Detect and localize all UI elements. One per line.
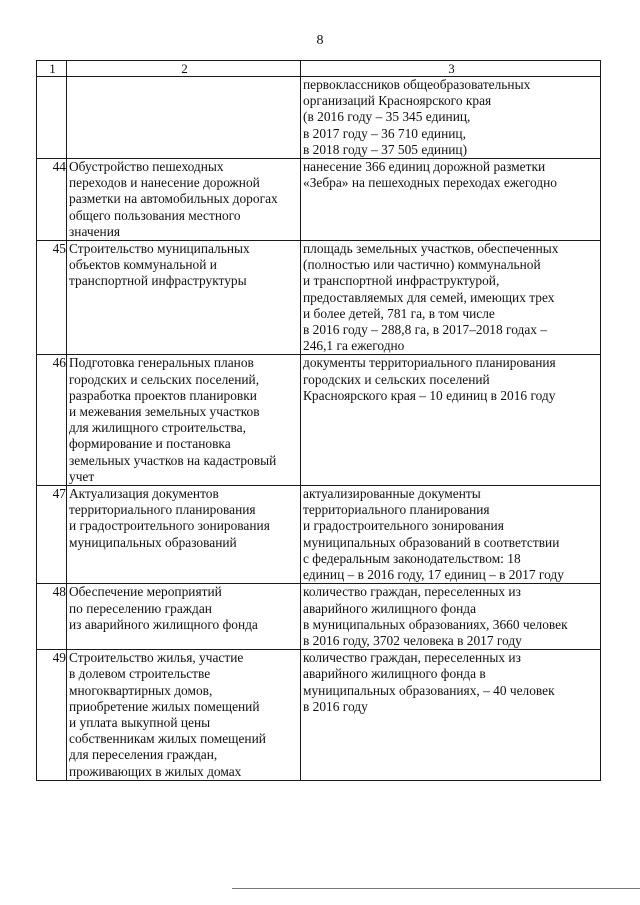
measure-line: Подготовка генеральных планов bbox=[69, 355, 254, 371]
indicator-line: территориального планирования bbox=[303, 502, 490, 518]
measure-line: разработка проектов планировки bbox=[69, 387, 257, 403]
measure-line: формирование и постановка bbox=[69, 436, 231, 452]
indicator-line: в муниципальных образованиях, 3660 человек bbox=[303, 616, 568, 632]
measure-line: из аварийного жилищного фонда bbox=[69, 616, 258, 632]
indicator-line: актуализированные документы bbox=[303, 486, 481, 502]
table-row bbox=[37, 241, 601, 355]
indicator-cell bbox=[301, 159, 601, 241]
row-number: 49 bbox=[37, 650, 67, 781]
measure-cell bbox=[67, 241, 301, 355]
indicator-line: городских и сельских поселений bbox=[303, 371, 490, 387]
indicator-line: и градостроительного зонирования bbox=[303, 518, 504, 534]
indicator-line: 246,1 га ежегодно bbox=[303, 338, 405, 354]
column-header-1: 1 bbox=[37, 61, 67, 77]
indicator-line: «Зебра» на пешеходных переходах ежегодно bbox=[303, 175, 557, 191]
column-header-3: 3 bbox=[301, 61, 601, 77]
table-body bbox=[37, 77, 601, 781]
row-number: 48 bbox=[37, 584, 67, 650]
table-row bbox=[37, 159, 601, 241]
measure-line: переходов и нанесение дорожной bbox=[69, 175, 260, 191]
indicator-line: предоставляемых для семей, имеющих трех bbox=[303, 289, 555, 305]
indicator-line: количество граждан, переселенных из bbox=[303, 584, 521, 600]
indicator-line: организаций Красноярского края bbox=[303, 93, 492, 109]
measure-line: муниципальных образований bbox=[69, 534, 237, 550]
measure-line: приобретение жилых помещений bbox=[69, 698, 260, 714]
measure-cell bbox=[67, 650, 301, 781]
measure-cell bbox=[67, 584, 301, 650]
table-row bbox=[37, 486, 601, 584]
row-number: 45 bbox=[37, 241, 67, 355]
indicator-line: документы территориального планирования bbox=[303, 355, 556, 371]
indicator-line: аварийного жилищного фонда в bbox=[303, 666, 486, 682]
measure-line: в долевом строительстве bbox=[69, 666, 211, 682]
indicator-line: (в 2016 году – 35 345 единиц, bbox=[303, 109, 471, 125]
measure-line: Актуализация документов bbox=[69, 486, 219, 502]
measure-line: и уплата выкупной цены bbox=[69, 714, 211, 730]
row-number bbox=[37, 77, 67, 159]
row-number: 46 bbox=[37, 355, 67, 486]
row-number: 44 bbox=[37, 159, 67, 241]
measure-line: и межевания земельных участков bbox=[69, 404, 260, 420]
indicator-line: в 2017 году – 36 710 единиц, bbox=[303, 125, 466, 141]
table-row bbox=[37, 584, 601, 650]
measure-line: значения bbox=[69, 223, 121, 239]
measure-line: Строительство жилья, участие bbox=[69, 650, 244, 666]
measure-line: Обеспечение мероприятий bbox=[69, 584, 222, 600]
measure-line: Обустройство пешеходных bbox=[69, 159, 224, 175]
row-number: 47 bbox=[37, 486, 67, 584]
table-header-row bbox=[37, 61, 601, 77]
measure-line: территориального планирования bbox=[69, 502, 256, 518]
indicator-cell bbox=[301, 486, 601, 584]
indicator-line: в 2016 году, 3702 человека в 2017 году bbox=[303, 632, 522, 648]
indicator-line: (полностью или частично) коммунальной bbox=[303, 257, 541, 273]
indicator-line: нанесение 366 единиц дорожной разметки bbox=[303, 159, 546, 175]
measure-line: земельных участков на кадастровый bbox=[69, 452, 277, 468]
measure-line: проживающих в жилых домах bbox=[69, 763, 242, 779]
table-row bbox=[37, 355, 601, 486]
indicator-line: площадь земельных участков, обеспеченных bbox=[303, 241, 559, 257]
measure-line: для переселения граждан, bbox=[69, 747, 218, 763]
column-header-2: 2 bbox=[67, 61, 301, 77]
indicator-cell bbox=[301, 584, 601, 650]
indicator-line: Красноярского края – 10 единиц в 2016 году bbox=[303, 387, 556, 403]
indicator-cell bbox=[301, 77, 601, 159]
measure-line: общего пользования местного bbox=[69, 207, 241, 223]
measure-line: по переселению граждан bbox=[69, 600, 212, 616]
indicator-line: единиц – в 2016 году, 17 единиц – в 2017 году bbox=[303, 567, 564, 583]
measure-line: и градостроительного зонирования bbox=[69, 518, 270, 534]
indicator-line: с федеральным законодательством: 18 bbox=[303, 550, 521, 566]
measure-cell bbox=[67, 77, 301, 159]
page-number: 8 bbox=[316, 33, 324, 48]
indicator-line: в 2016 году bbox=[303, 698, 368, 714]
measure-cell bbox=[67, 355, 301, 486]
indicator-cell bbox=[301, 650, 601, 781]
indicator-line: количество граждан, переселенных из bbox=[303, 650, 521, 666]
measures-table bbox=[36, 60, 601, 781]
measure-line: многоквартирных домов, bbox=[69, 682, 213, 698]
measure-line: транспортной инфраструктуры bbox=[69, 273, 247, 289]
indicator-cell bbox=[301, 355, 601, 486]
measure-cell bbox=[67, 486, 301, 584]
indicator-line: муниципальных образований в соответствии bbox=[303, 534, 560, 550]
measure-line: разметки на автомобильных дорогах bbox=[69, 191, 278, 207]
measure-line: для жилищного строительства, bbox=[69, 420, 246, 436]
indicator-line: в 2016 году – 288,8 га, в 2017–2018 годах – bbox=[303, 322, 548, 338]
indicator-line: муниципальных образованиях, – 40 человек bbox=[303, 682, 555, 698]
indicator-cell bbox=[301, 241, 601, 355]
indicator-line: и транспортной инфраструктурой, bbox=[303, 273, 500, 289]
measure-line: городских и сельских поселений, bbox=[69, 371, 260, 387]
indicator-line: аварийного жилищного фонда bbox=[303, 600, 477, 616]
measure-line: учет bbox=[69, 468, 95, 484]
measure-line: Строительство муниципальных bbox=[69, 241, 250, 257]
table-row bbox=[37, 77, 601, 159]
measure-line: собственникам жилых помещений bbox=[69, 731, 266, 747]
indicator-line: в 2018 году – 37 505 единиц) bbox=[303, 141, 468, 157]
bottom-rule bbox=[232, 888, 640, 889]
indicator-line: и более детей, 781 га, в том числе bbox=[303, 305, 495, 321]
indicator-line: первоклассников общеобразовательных bbox=[303, 77, 531, 92]
table-row bbox=[37, 650, 601, 781]
measure-cell bbox=[67, 159, 301, 241]
measure-line: объектов коммунальной и bbox=[69, 257, 217, 273]
